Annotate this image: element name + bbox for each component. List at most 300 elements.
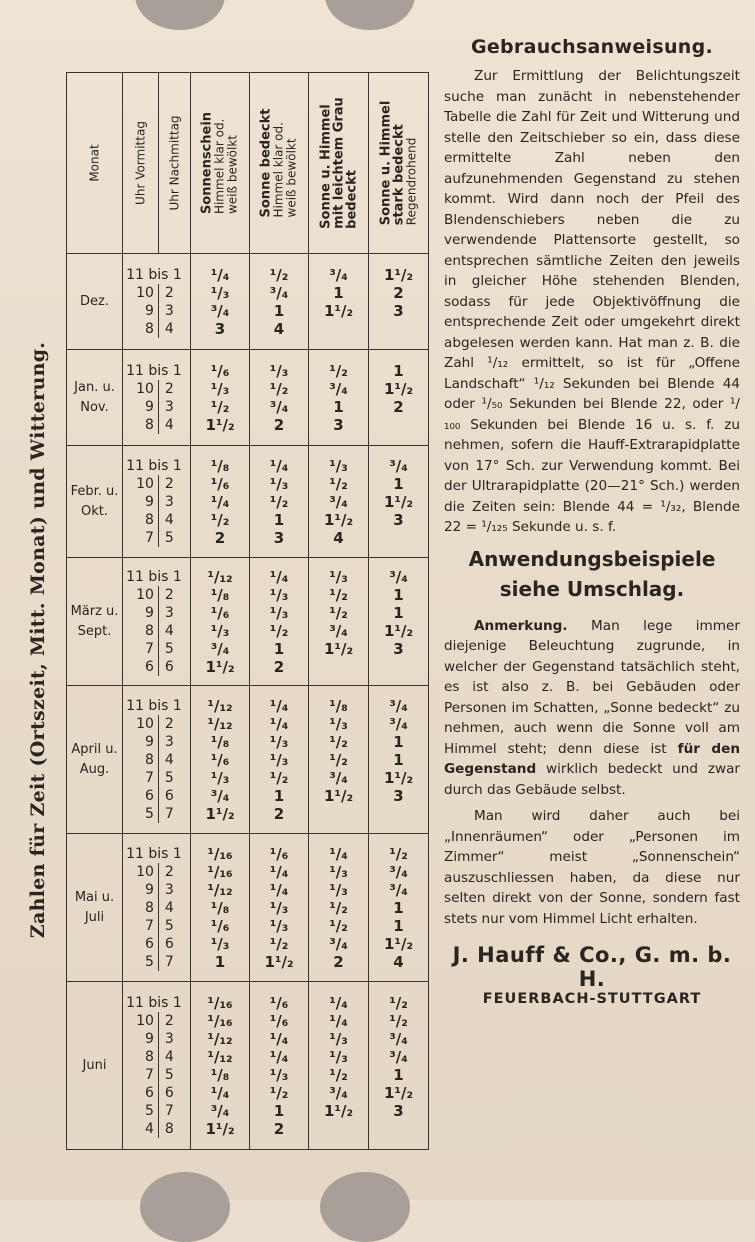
value-cell [191, 446, 250, 558]
hour-am: 6 [123, 658, 159, 676]
hour-am: 10 [123, 284, 159, 302]
firm-name: J. Hauff & Co., G. m. b. H. [452, 943, 732, 991]
month-label: Jan. u. Nov. [74, 379, 115, 415]
exposure-value: ³/₄ [329, 768, 348, 787]
exposure-value: 1 [393, 585, 404, 604]
header-month: Monat [67, 73, 123, 254]
exposure-value: ¹/₂ [329, 1065, 348, 1084]
hour-row [123, 511, 190, 529]
exposure-value [309, 1120, 368, 1138]
exposure-value: 1¹/₂ [323, 786, 354, 805]
exposure-value: ³/₄ [210, 1101, 230, 1120]
month-label: Febr. u. Okt. [70, 483, 119, 519]
exposure-value: 1 [393, 898, 404, 917]
exposure-value: ¹/₃ [269, 474, 289, 493]
exposure-value: ¹/₄ [329, 1011, 348, 1030]
exposure-value: 3 [273, 528, 285, 547]
hour-row [123, 475, 190, 493]
hour-pm: 2 [164, 863, 174, 880]
hour-pm: 3 [164, 881, 174, 898]
top-right-notch [325, 0, 415, 30]
exposure-value [309, 805, 368, 823]
hour-am: 7 [123, 769, 159, 787]
exposure-value: ¹/₁₆ [207, 844, 233, 863]
hour-am: 8 [123, 416, 159, 434]
exposure-value: ¹/₆ [210, 750, 230, 769]
exposure-value: ¹/₂ [210, 397, 230, 416]
bottom-right-notch [320, 1172, 410, 1242]
hour-am: 6 [123, 787, 159, 805]
hour-row [123, 362, 190, 380]
exposure-value: ³/₄ [329, 265, 348, 284]
hour-am: 8 [123, 320, 159, 338]
exposure-value [309, 320, 368, 338]
exposure-value: 1 [393, 1065, 404, 1084]
exposure-value: 4 [393, 952, 404, 971]
hour-am: 7 [123, 640, 159, 658]
hour-row [123, 881, 190, 899]
hour-pm: 2 [164, 715, 174, 732]
hour-pm: 5 [164, 769, 174, 786]
hour-row [123, 1120, 190, 1138]
exposure-value: 1¹/₂ [205, 804, 235, 823]
hour-row [123, 302, 190, 320]
exposure-value: ¹/₃ [329, 880, 348, 899]
hour-am: 5 [123, 953, 159, 971]
hour-am: 6 [123, 1084, 159, 1102]
hour-pm: 6 [164, 787, 174, 804]
hour-am: 7 [123, 917, 159, 935]
hour-pm: 8 [164, 1120, 174, 1137]
hour-row [123, 805, 190, 823]
hour-pm: 6 [164, 1084, 174, 1101]
exposure-value: 1¹/₂ [383, 1083, 414, 1102]
exposure-value: 1 [333, 283, 344, 302]
hour-row [123, 1084, 190, 1102]
hour-row [123, 845, 190, 863]
hour-pm: 4 [164, 899, 174, 916]
month-label: Mai u. Juli [74, 889, 115, 925]
exposure-value: ¹/₆ [210, 916, 230, 935]
month-cell [67, 446, 123, 558]
hour-row [123, 457, 190, 475]
value-cell [369, 686, 429, 834]
hours-cell [123, 686, 191, 834]
month-group-row [67, 834, 429, 982]
exposure-value: ¹/₄ [269, 567, 289, 586]
hour-row [123, 398, 190, 416]
exposure-value: 2 [273, 415, 285, 434]
exposure-value: ¹/₂ [269, 934, 289, 953]
hour-am: 8 [123, 622, 159, 640]
hour-row [123, 953, 190, 971]
instructions-title: Gebrauchsanweisung. [470, 36, 714, 58]
hour-row [123, 1030, 190, 1048]
hour-am: 9 [123, 398, 159, 416]
exposure-value: ³/₄ [269, 397, 289, 416]
hour-am: 5 [123, 805, 159, 823]
exposure-value: ¹/₃ [329, 862, 348, 881]
hour-am: 9 [123, 302, 159, 320]
month-label: Dez. [80, 293, 109, 309]
exposure-value: ¹/₄ [329, 844, 348, 863]
hour-am: 8 [123, 751, 159, 769]
hour-am: 11 bis 1 [126, 362, 182, 379]
exposure-value: 2 [273, 804, 285, 823]
hour-am: 11 bis 1 [126, 457, 182, 474]
hour-pm: 4 [164, 622, 174, 639]
exposure-value: ¹/₃ [329, 1029, 348, 1048]
hour-pm: 3 [164, 733, 174, 750]
value-cell [191, 686, 250, 834]
hour-row [123, 917, 190, 935]
exposure-value: 1 [273, 510, 285, 529]
hour-am: 11 bis 1 [126, 994, 182, 1011]
exposure-value: ¹/₃ [210, 379, 230, 398]
exposure-value: 1 [333, 397, 344, 416]
exposure-value: ¹/₂ [329, 361, 348, 380]
exposure-value: ¹/₃ [269, 898, 289, 917]
value-cell [369, 254, 429, 350]
hour-row [123, 787, 190, 805]
hour-am: 9 [123, 604, 159, 622]
hour-row [123, 1066, 190, 1084]
exposure-value: ¹/₆ [269, 1011, 289, 1030]
exposure-value: ³/₄ [389, 862, 408, 881]
exposure-value: ¹/₂ [329, 603, 348, 622]
hour-am: 9 [123, 733, 159, 751]
hour-pm: 4 [164, 1048, 174, 1065]
examples-title: Anwendungsbeispiele siehe Umschlag. [468, 546, 716, 601]
value-cell [250, 558, 309, 686]
exposure-value: 1¹/₂ [323, 510, 354, 529]
exposure-value: ¹/₆ [210, 474, 230, 493]
hour-row [123, 935, 190, 953]
exposure-value: 1 [393, 603, 404, 622]
exposure-value: ¹/₁₂ [207, 567, 233, 586]
exposure-value: ¹/₂ [269, 379, 289, 398]
exposure-value: ¹/₂ [269, 492, 289, 511]
table-header-row [67, 73, 429, 254]
month-group-row [67, 686, 429, 834]
exposure-value: ¹/₂ [389, 844, 408, 863]
exposure-value: ¹/₈ [210, 1065, 230, 1084]
exposure-value: ¹/₈ [210, 456, 230, 475]
hour-am: 10 [123, 863, 159, 881]
exposure-value: ¹/₁₂ [207, 1047, 233, 1066]
month-group-row [67, 558, 429, 686]
exposure-value: ¹/₃ [269, 732, 289, 751]
exposure-value: 1¹/₂ [323, 301, 354, 320]
hour-am: 9 [123, 493, 159, 511]
exposure-value: 3 [393, 301, 404, 320]
hour-pm: 2 [164, 1012, 174, 1029]
exposure-value [369, 805, 428, 823]
month-group-row [67, 446, 429, 558]
exposure-value: ³/₄ [269, 283, 289, 302]
hour-row [123, 380, 190, 398]
hour-am: 7 [123, 529, 159, 547]
hour-am: 5 [123, 1102, 159, 1120]
month-cell [67, 254, 123, 350]
exposure-value: ¹/₃ [269, 585, 289, 604]
hour-row [123, 994, 190, 1012]
exposure-value: ¹/₃ [329, 714, 348, 733]
exposure-value: 1¹/₂ [323, 639, 354, 658]
exposure-value: ¹/₂ [269, 1083, 289, 1102]
exposure-value: ¹/₂ [329, 750, 348, 769]
hour-am: 9 [123, 1030, 159, 1048]
hours-cell [123, 254, 191, 350]
exposure-value: ¹/₂ [329, 916, 348, 935]
value-cell [369, 558, 429, 686]
hour-pm: 3 [164, 398, 174, 415]
value-cell [250, 834, 309, 982]
value-cell [250, 982, 309, 1150]
hour-row [123, 320, 190, 338]
exposure-value: ¹/₃ [329, 1047, 348, 1066]
exposure-value: 3 [393, 1101, 404, 1120]
exposure-value: ¹/₃ [210, 768, 230, 787]
hour-pm: 4 [164, 511, 174, 528]
exposure-value: ¹/₃ [269, 750, 289, 769]
exposure-value: ¹/₂ [329, 585, 348, 604]
exposure-value: ¹/₁₂ [207, 880, 233, 899]
exposure-value: ¹/₁₆ [207, 1011, 233, 1030]
exposure-value: ¹/₄ [269, 456, 289, 475]
hour-pm: 3 [164, 1030, 174, 1047]
exposure-value: ¹/₃ [329, 567, 348, 586]
exposure-value: 2 [214, 528, 226, 547]
header-sonnenschein: Sonnenschein Himmel klar od. weiß bewölkt [191, 73, 250, 254]
exposure-value: 1 [393, 732, 404, 751]
exposure-value: 2 [273, 1119, 285, 1138]
instructions-body: Zur Ermittlung der Belichtungszeit suche man zunächt in nebenstehender Tabelle die Zahl für Zeit und Witterung und stelle den Zeitschieber so ein, dass diese ermittelte Zahl neben den aufzunehmenden Gegenstand zu stehen kommt. Wird dann noch der Pfeil des Blendenschiebers neben die zu verwendende Plattensorte gestellt, so entsprechen sämtliche Zeiten den jeweils in gleicher Höhe stehenden Blenden, sodass für jede Objektivöffnung die entsprechende Zeit oder umgekehrt direkt abgelesen werden kann. Hat man z. B. die Zahl ¹/₁₂ ermittelt, so ist für „Offene Landschaft“ ¹/₁₂ Sekunden bei Blende 44 oder ¹/₅₀ Sekunden bei Blende 22, oder ¹/₁₀₀ Sekunden bei Blende 16 u. s. f. zu nehmen, sofern die Hauff-Extrarapidplatte von 17° Sch. zur Verwendung kommt. Bei der Ultrarapidplatte (20—21° Sch.) werden die Zeiten sein: Blende 44 = ¹/₃₂, Blende 22 = ¹/₁₂₅ Sekunde u. s. f. [444, 68, 740, 535]
exposure-value: ¹/₈ [329, 696, 348, 715]
exposure-value: ¹/₃ [210, 934, 230, 953]
hour-row [123, 899, 190, 917]
exposure-value: ¹/₃ [269, 916, 289, 935]
hour-pm: 4 [164, 416, 174, 433]
exposure-value: 1 [393, 750, 404, 769]
exposure-value: 1¹/₂ [323, 1101, 354, 1120]
hour-row [123, 568, 190, 586]
hour-pm: 6 [164, 658, 174, 675]
exposure-value: ¹/₂ [389, 1011, 408, 1030]
month-cell [67, 834, 123, 982]
exposure-value: ¹/₄ [210, 1083, 230, 1102]
exposure-value [309, 658, 368, 676]
header-sonne-bedeckt: Sonne bedeckt Himmel klar od. weiß bewölkt [250, 73, 309, 254]
exposure-value: 1¹/₂ [205, 657, 235, 676]
exposure-value: ¹/₆ [269, 993, 289, 1012]
exposure-value: ¹/₄ [210, 265, 230, 284]
header-leichtes-grau: Sonne u. Himmel mit leichtem Grau bedeckt [309, 73, 369, 254]
exposure-value: ¹/₁₂ [207, 714, 233, 733]
exposure-value: ¹/₂ [329, 732, 348, 751]
hour-row [123, 1048, 190, 1066]
hour-am: 4 [123, 1120, 159, 1138]
exposure-value: ¹/₂ [269, 265, 289, 284]
exposure-value: 1 [273, 639, 285, 658]
exposure-value: ¹/₄ [329, 993, 348, 1012]
exposure-value: 2 [393, 283, 404, 302]
hour-row [123, 640, 190, 658]
exposure-value: 3 [333, 415, 344, 434]
value-cell [369, 350, 429, 446]
exposure-value: ¹/₄ [269, 862, 289, 881]
exposure-value [369, 320, 428, 338]
exposure-value: ¹/₁₆ [207, 993, 233, 1012]
exposure-value: ¹/₃ [269, 361, 289, 380]
exposure-value: 1 [393, 361, 404, 380]
exposure-value: ³/₄ [210, 639, 230, 658]
hour-row [123, 493, 190, 511]
exposure-value [369, 416, 428, 434]
hour-pm: 7 [164, 805, 174, 822]
hour-am: 8 [123, 899, 159, 917]
exposure-table [66, 72, 429, 1150]
value-cell [309, 834, 369, 982]
hour-pm: 2 [164, 475, 174, 492]
hour-pm: 3 [164, 604, 174, 621]
hours-cell [123, 558, 191, 686]
exposure-value [369, 658, 428, 676]
value-cell [250, 254, 309, 350]
hour-pm: 2 [164, 284, 174, 301]
hour-am: 8 [123, 1048, 159, 1066]
hour-am: 10 [123, 586, 159, 604]
hour-pm: 5 [164, 1066, 174, 1083]
instructions-panel [444, 36, 740, 1007]
hour-am: 10 [123, 715, 159, 733]
exposure-value: ¹/₈ [210, 898, 230, 917]
hour-am: 11 bis 1 [126, 845, 182, 862]
hour-am: 11 bis 1 [126, 266, 182, 283]
value-cell [309, 982, 369, 1150]
header-nachmittag: Uhr Nachmittag [159, 73, 191, 254]
exposure-value [369, 1120, 428, 1138]
exposure-value: ³/₄ [389, 714, 408, 733]
firm-city: FEUERBACH-STUTTGART [482, 991, 702, 1007]
hour-row [123, 733, 190, 751]
hours-cell [123, 350, 191, 446]
side-title: Zahlen für Zeit (Ortszeit, Mitt. Monat) und Witterung. [27, 341, 49, 939]
exposure-value: ³/₄ [389, 1047, 408, 1066]
hour-row [123, 697, 190, 715]
hour-row [123, 622, 190, 640]
note-paragraph: Anmerkung. Man lege immer diejenige Beleuchtung zugrunde, in welcher der Gegenstand tatsächlich steht, es ist also z. B. bei Gebäuden oder Personen im Schatten, „Sonne bedeckt“ zu nehmen, auch wenn die Sonne voll am Himmel steht; denn diese ist für den Gegenstand wirklich bedeckt und zwar durch das Gebäude selbst. [444, 617, 741, 798]
hour-row [123, 529, 190, 547]
hour-am: 10 [123, 1012, 159, 1030]
hour-pm: 5 [164, 917, 174, 934]
exposure-value: ¹/₈ [210, 732, 230, 751]
exposure-value: 4 [273, 319, 285, 338]
bottom-left-notch [140, 1172, 230, 1242]
exposure-value: ¹/₂ [329, 474, 348, 493]
exposure-value: 2 [333, 952, 344, 971]
exposure-value: 3 [393, 786, 404, 805]
exposure-value: 1 [393, 916, 404, 935]
exposure-value [369, 529, 428, 547]
hour-pm: 4 [164, 751, 174, 768]
hour-row [123, 863, 190, 881]
value-cell [191, 558, 250, 686]
value-cell [309, 350, 369, 446]
exposure-value: ¹/₃ [210, 283, 230, 302]
exposure-value: ¹/₆ [210, 361, 230, 380]
exposure-value: ¹/₃ [269, 1065, 289, 1084]
month-cell [67, 686, 123, 834]
exposure-value: ³/₄ [389, 880, 408, 899]
value-cell [369, 446, 429, 558]
value-cell [369, 834, 429, 982]
value-cell [250, 446, 309, 558]
exposure-value: ¹/₈ [210, 585, 230, 604]
hour-pm: 7 [164, 1102, 174, 1119]
exposure-value: ³/₄ [329, 379, 348, 398]
hours-cell [123, 834, 191, 982]
month-label: Juni [82, 1057, 107, 1073]
hour-row [123, 284, 190, 302]
hour-pm: 3 [164, 302, 174, 319]
hour-am: 10 [123, 475, 159, 493]
hour-pm: 2 [164, 586, 174, 603]
exposure-value: ³/₄ [210, 786, 230, 805]
hour-pm: 7 [164, 953, 174, 970]
month-label: März u. Sept. [70, 603, 119, 639]
exposure-value: ¹/₃ [329, 456, 348, 475]
note2-paragraph: Man wird daher auch bei „Innenräumen“ oder „Personen im Zimmer“ meist „Sonnenschein“ auszuschliessen haben, da diese nur selten direkt von der Sonne, sondern fast stets nur vom Himmel Licht erhalten. [444, 808, 740, 927]
exposure-value: 1¹/₂ [383, 768, 414, 787]
value-cell [250, 350, 309, 446]
value-cell [309, 446, 369, 558]
hour-pm: 2 [164, 380, 174, 397]
exposure-value: ¹/₆ [269, 844, 289, 863]
exposure-value: ¹/₂ [269, 768, 289, 787]
exposure-value: 4 [333, 528, 344, 547]
value-cell [250, 686, 309, 834]
hour-row [123, 416, 190, 434]
exposure-value: ¹/₂ [269, 621, 289, 640]
hours-cell [123, 982, 191, 1150]
value-cell [309, 254, 369, 350]
header-vormittag: Uhr Vormittag [123, 73, 159, 254]
hour-am: 11 bis 1 [126, 697, 182, 714]
exposure-value: ¹/₃ [269, 603, 289, 622]
exposure-value: ¹/₄ [269, 880, 289, 899]
value-cell [309, 686, 369, 834]
month-group-row [67, 982, 429, 1150]
exposure-value: ³/₄ [329, 1083, 348, 1102]
hour-row [123, 769, 190, 787]
value-cell [191, 834, 250, 982]
exposure-value: 2 [273, 657, 285, 676]
exposure-value: 1¹/₂ [383, 621, 414, 640]
hour-pm: 5 [164, 640, 174, 657]
hour-am: 9 [123, 881, 159, 899]
exposure-value: 1 [393, 474, 404, 493]
exposure-value: 2 [393, 397, 404, 416]
hour-row [123, 266, 190, 284]
hour-am: 10 [123, 380, 159, 398]
hour-pm: 4 [164, 320, 174, 337]
exposure-value: ¹/₂ [210, 510, 230, 529]
month-cell [67, 982, 123, 1150]
exposure-value: ¹/₄ [269, 1047, 289, 1066]
hour-pm: 6 [164, 935, 174, 952]
hour-am: 11 bis 1 [126, 568, 182, 585]
